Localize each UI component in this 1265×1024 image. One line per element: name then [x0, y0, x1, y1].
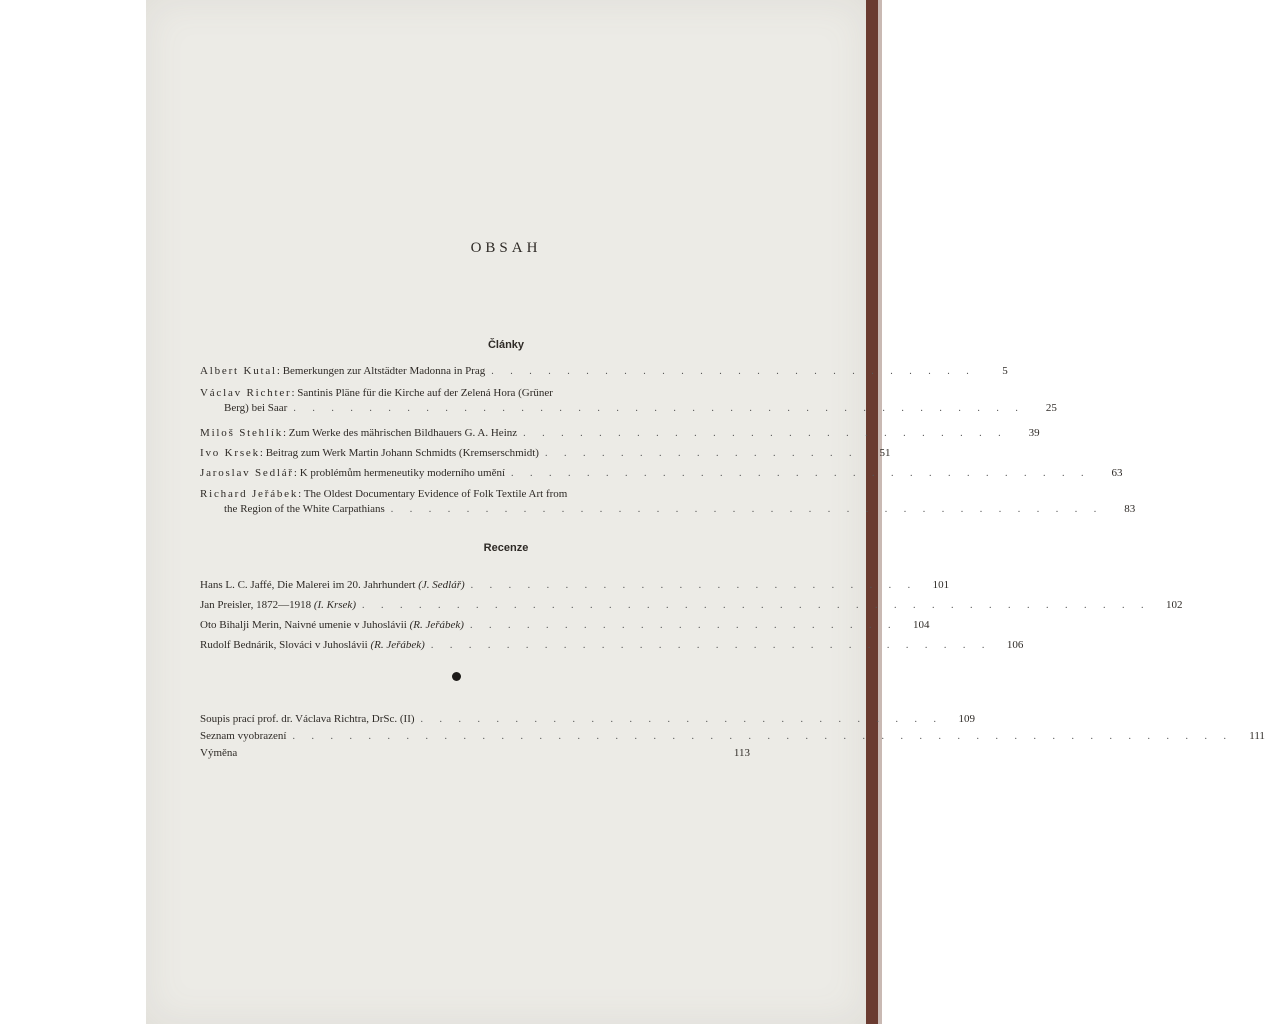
review-title: Hans L. C. Jaffé, Die Malerei im 20. Jahrhundert	[200, 579, 416, 591]
review-title: Rudolf Bednárik, Slováci v Juhoslávii	[200, 639, 368, 651]
toc-entry	[200, 487, 1136, 517]
entry-page: 39	[1028, 427, 1040, 439]
dot-leader: . . . . . . . . . . . . . . . . . . . . . . .	[469, 620, 898, 631]
entry-author: Václav Richter	[200, 387, 292, 399]
articles-heading: Články	[487, 339, 525, 351]
review-title: Oto Bihalji Merin, Naivné umenie v Juhoslávii	[200, 619, 407, 631]
dot-leader: . . . . . . . . . . . . . . . . . . . . . . . . . .	[491, 366, 976, 377]
entry-title: : Zum Werke des mährischen Bildhauers G. A. Heinz	[283, 427, 518, 439]
review-title: Jan Preisler, 1872—1918	[200, 599, 312, 611]
entry-page: 25	[1045, 402, 1057, 414]
reviewer: (I. Krsek)	[313, 599, 356, 611]
appendix-entry	[200, 729, 1265, 744]
review-entry	[200, 638, 1024, 653]
dot-leader: . . . . . . . . . . . . . . . . .	[544, 448, 859, 459]
entry-author: Richard Jeřábek	[200, 488, 299, 500]
entry-page: 109	[958, 713, 976, 725]
toc-entry	[200, 364, 1008, 379]
reviews-heading: Recenze	[483, 542, 529, 554]
entry-page: 106	[1006, 639, 1024, 651]
toc-entry	[200, 466, 1123, 481]
reviewer: (R. Jeřábek)	[370, 639, 425, 651]
reviewer: (R. Jeřábek)	[409, 619, 464, 631]
entry-page: 51	[879, 447, 891, 459]
entry-title: : K problémům hermeneutiky moderního umění	[293, 467, 506, 479]
appendix-title: Výměna	[200, 747, 238, 759]
toc-entry	[200, 426, 1040, 441]
entry-page: 101	[932, 579, 950, 591]
review-entry	[200, 578, 950, 593]
entry-title-continued: the Region of the White Carpathians	[224, 503, 385, 515]
appendix-title: Soupis prací prof. dr. Václava Richtra, DrSc. (II)	[200, 713, 415, 725]
entry-page: 63	[1111, 467, 1123, 479]
review-entry	[200, 598, 1183, 613]
toc-entry	[200, 386, 1057, 416]
entry-title: : The Oldest Documentary Evidence of Folk Textile Art from	[298, 488, 568, 500]
dot-leader: . . . . . . . . . . . . . . . . . . . . . . . .	[470, 580, 918, 591]
dot-leader: . . . . . . . . . . . . . . . . . . . . . . . . . . . . . . . . . . . . . .	[390, 504, 1104, 515]
entry-author: Albert Kutal	[200, 365, 277, 377]
entry-page: 83	[1124, 503, 1136, 515]
entry-author: Miloš Stehlík	[200, 427, 283, 439]
entry-page: 111	[1249, 730, 1265, 742]
review-entry	[200, 618, 930, 633]
dot-leader: . . . . . . . . . . . . . . . . . . . . . . . . . . . . . . . . . . . . . . .	[293, 403, 1025, 414]
entry-title: : Santinis Pläne für die Kirche auf der Zelená Hora (Grüner	[291, 387, 553, 399]
appendix-title: Seznam vyobrazení	[200, 730, 287, 742]
entry-title: : Bemerkungen zur Altstädter Madonna in Prag	[276, 365, 486, 377]
dot-leader: . . . . . . . . . . . . . . . . . . . . . . . . . . . . . .	[430, 640, 992, 651]
entry-page: 102	[1165, 599, 1183, 611]
dot-leader: . . . . . . . . . . . . . . . . . . . . . . . . . . . . . . . . . . . . . . . . . .	[361, 600, 1151, 611]
entry-author: Jaroslav Sedlář	[200, 467, 294, 479]
entry-page: 104	[912, 619, 930, 631]
dot-leader: . . . . . . . . . . . . . . . . . . . . . . . . . . . .	[420, 714, 944, 725]
dot-leader: . . . . . . . . . . . . . . . . . . . . . . . . . .	[523, 428, 1008, 439]
appendix-entry	[200, 712, 976, 727]
entry-page: 5	[1002, 365, 1008, 377]
dot-leader: . . . . . . . . . . . . . . . . . . . . . . . . . . . . . . . . . . . . . . . . . . . . . . . . . .	[292, 731, 1233, 742]
appendix-entry	[200, 746, 750, 761]
entry-title-continued: Berg) bei Saar	[224, 402, 288, 414]
page-title: OBSAH	[470, 240, 542, 256]
toc-entry	[200, 446, 891, 461]
entry-author: Ivo Krsek	[200, 447, 260, 459]
bullet-separator	[452, 672, 461, 681]
entry-title: : Beitrag zum Werk Martin Johann Schmidts (Kremserschmidt)	[259, 447, 539, 459]
dot-leader: . . . . . . . . . . . . . . . . . . . . . . . . . . . . . . .	[511, 468, 1091, 479]
entry-page: 113	[733, 747, 750, 759]
reviewer: (J. Sedlář)	[418, 579, 465, 591]
